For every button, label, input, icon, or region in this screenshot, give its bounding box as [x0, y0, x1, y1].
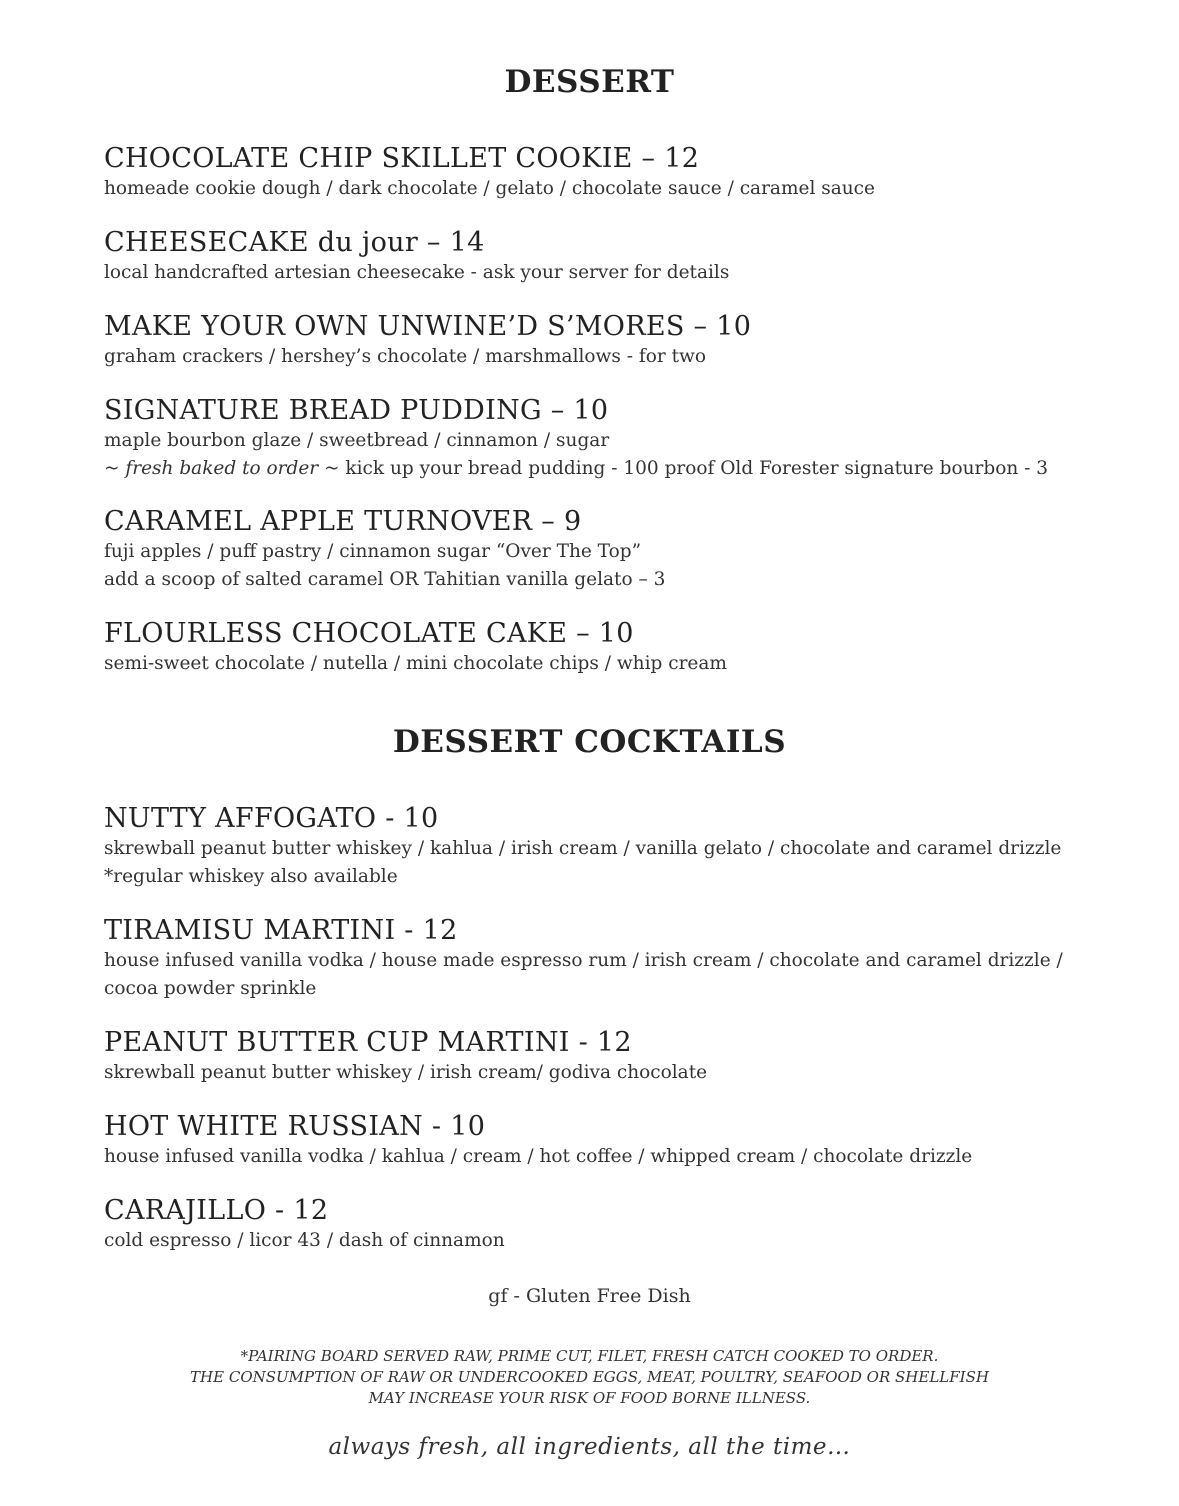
item-description: cold espresso / licor 43 / dash of cinnamon — [104, 1230, 505, 1251]
cocktail-item-hot-white-russian — [104, 1111, 1104, 1171]
cocktail-item-tiramisu-martini — [104, 915, 1104, 1003]
item-addon-note: add a scoop of salted caramel OR Tahitian vanilla gelato – 3 — [104, 569, 666, 590]
dessert-item-cheesecake — [104, 227, 1104, 287]
item-description: homeade cookie dough / dark chocolate / gelato / chocolate sauce / caramel sauce — [104, 178, 875, 199]
gluten-free-legend: gf - Gluten Free Dish — [488, 1285, 691, 1307]
addon-prefix: ~ — [104, 458, 126, 479]
item-description: house infused vanilla vodka / house made espresso rum / irish cream / chocolate and caramel drizzle / cocoa powder sprinkle — [104, 950, 1063, 999]
item-name: CHOCOLATE CHIP SKILLET COOKIE – 12 — [104, 143, 700, 174]
item-description: fuji apples / puff pastry / cinnamon sugar “Over The Top” — [104, 541, 642, 562]
item-name: NUTTY AFFOGATO - 10 — [104, 803, 439, 834]
item-name: FLOURLESS CHOCOLATE CAKE – 10 — [104, 618, 634, 649]
item-addon-note: *regular whiskey also available — [104, 866, 398, 887]
item-name: CARAMEL APPLE TURNOVER – 9 — [104, 506, 582, 537]
item-name: TIRAMISU MARTINI - 12 — [104, 915, 458, 946]
item-name: PEANUT BUTTER CUP MARTINI - 12 — [104, 1027, 632, 1058]
item-description: graham crackers / hershey’s chocolate / marshmallows - for two — [104, 346, 706, 367]
disclaimer-line-2: THE CONSUMPTION OF RAW OR UNDERCOOKED EGGS, MEAT, POULTRY, SEAFOOD OR SHELLFISH — [190, 1368, 989, 1386]
disclaimer-line-1: *PAIRING BOARD SERVED RAW, PRIME CUT, FILET, FRESH CATCH COOKED TO ORDER. — [240, 1347, 939, 1365]
dessert-item-flourless-cake — [104, 618, 1104, 678]
item-description: maple bourbon glaze / sweetbread / cinnamon / sugar — [104, 430, 610, 451]
item-name: CHEESECAKE du jour – 14 — [104, 227, 485, 258]
dessert-item-apple-turnover — [104, 506, 1104, 594]
item-description: house infused vanilla vodka / kahlua / cream / hot coffee / whipped cream / chocolate drizzle — [104, 1146, 973, 1167]
dessert-item-smores — [104, 311, 1104, 371]
item-description: local handcrafted artesian cheesecake - ask your server for details — [104, 262, 730, 283]
dessert-section-title: DESSERT — [504, 64, 675, 100]
dessert-item-skillet-cookie — [104, 143, 1104, 203]
item-description: semi-sweet chocolate / nutella / mini chocolate chips / whip cream — [104, 653, 727, 674]
item-name: MAKE YOUR OWN UNWINE’D S’MORES – 10 — [104, 311, 752, 342]
cocktail-item-carajillo — [104, 1195, 1104, 1255]
disclaimer-line-3: MAY INCREASE YOUR RISK OF FOOD BORNE ILLNESS. — [368, 1389, 811, 1407]
item-name: SIGNATURE BREAD PUDDING – 10 — [104, 395, 609, 426]
food-safety-disclaimer — [0, 1346, 1179, 1409]
addon-suffix: ~ kick up your bread pudding - 100 proof Old Forester signature bourbon - 3 — [318, 458, 1049, 479]
cocktails-section-title: DESSERT COCKTAILS — [392, 724, 787, 760]
item-name: HOT WHITE RUSSIAN - 10 — [104, 1111, 486, 1142]
item-name: CARAJILLO - 12 — [104, 1195, 329, 1226]
item-addon-note — [104, 455, 1104, 483]
addon-italic: fresh baked to order — [125, 458, 319, 479]
cocktail-item-nutty-affogato — [104, 803, 1104, 891]
item-description: skrewball peanut butter whiskey / kahlua / irish cream / vanilla gelato / chocolate and caramel drizzle — [104, 838, 1062, 859]
dessert-item-bread-pudding — [104, 395, 1104, 483]
cocktail-item-peanut-butter-cup — [104, 1027, 1104, 1087]
item-description: skrewball peanut butter whiskey / irish cream/ godiva chocolate — [104, 1062, 708, 1083]
tagline: always fresh, all ingredients, all the time… — [328, 1434, 851, 1460]
